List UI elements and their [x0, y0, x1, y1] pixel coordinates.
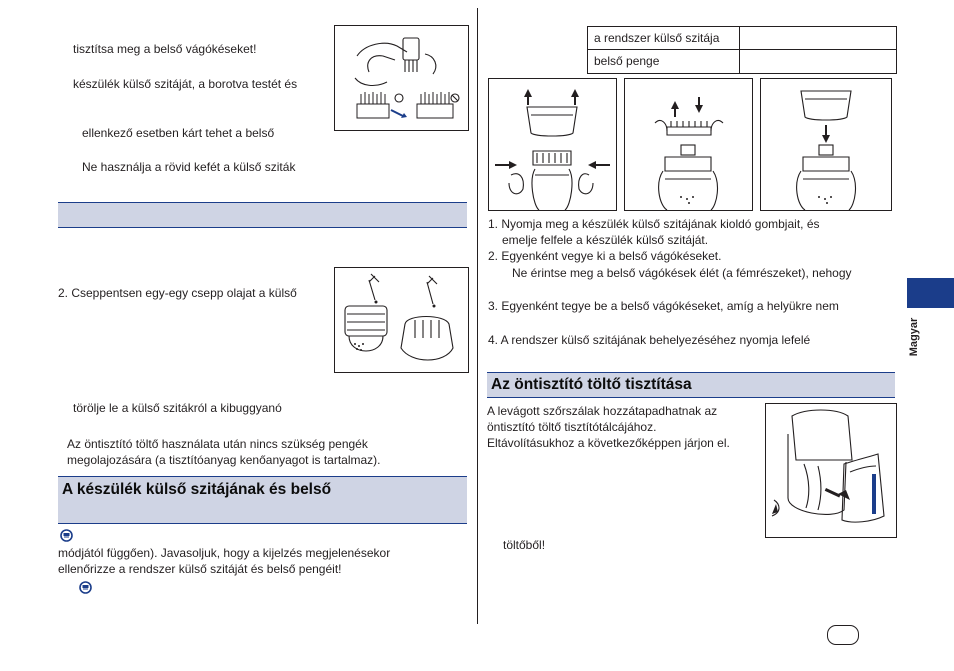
right-step-1b: emelje felfele a készülék külső szitáját.: [502, 233, 709, 247]
table-row-1-label: a rendszer külső szitája: [587, 26, 740, 50]
left-section-band: [58, 476, 467, 524]
left-line-2: készülék külső szitáját, a borotva testét és: [73, 77, 298, 91]
table-row-2-label: belső penge: [587, 49, 740, 74]
left-note-1: Az öntisztító töltő használata után nincs szükség pengék: [67, 437, 368, 451]
right-section-title: Az öntisztító töltő tisztítása: [491, 376, 692, 393]
left-section-title: A készülék külső szitájának és belső: [62, 481, 332, 498]
left-mode-1: módjától függően). Javasoljuk, hogy a kijelzés megjelenésekor: [58, 546, 391, 560]
left-line-4: Ne használja a rövid kefét a külső sziták: [82, 160, 296, 174]
insert-frame-illustration: [760, 78, 892, 211]
table-row-2-value: [739, 49, 897, 74]
oiling-illustration: [334, 267, 469, 373]
left-line-3: ellenkező esetben kárt tehet a belső: [82, 126, 275, 140]
right-step-2b: Ne érintse meg a belső vágókések élét (a fémrészeket), nehogy: [512, 266, 852, 280]
language-side-tab: [907, 278, 954, 308]
right-para-4: töltőből!: [503, 538, 546, 552]
remove-frame-illustration: [488, 78, 617, 211]
right-para-3: Eltávolításukhoz a következőképpen járjon el.: [487, 436, 730, 450]
table-row-1-value: [739, 26, 897, 50]
language-label-text: Magyar: [908, 317, 920, 357]
left-note-2: megolajozására (a tisztítóanyag kenőanyagot is tartalmaz).: [67, 453, 381, 467]
remove-blades-illustration: [624, 78, 753, 211]
shaver-indicator-icon: [60, 529, 73, 542]
right-step-1a: 1. Nyomja meg a készülék külső szitájának kioldó gombjait, és: [488, 217, 820, 231]
left-wipe-line: törölje le a külső szitákról a kibuggyanó: [73, 401, 282, 415]
column-divider: [477, 8, 478, 624]
language-side-label: [906, 316, 922, 362]
right-para-1: A levágott szőrszálak hozzátapadhatnak az: [487, 404, 718, 418]
charger-tray-illustration: [765, 403, 897, 538]
right-step-4: 4. A rendszer külső szitájának behelyezéséhez nyomja lefelé: [488, 333, 811, 347]
right-section-band: [487, 372, 895, 398]
brush-cleaning-illustration: [334, 25, 469, 131]
right-para-2: öntisztító töltő tisztítótálcájához.: [487, 420, 657, 434]
left-empty-band: [58, 202, 467, 228]
page-number-oval: [827, 625, 859, 645]
parts-table: [587, 26, 897, 74]
left-line-1: tisztítsa meg a belső vágókéseket!: [73, 42, 257, 56]
left-step-2: 2. Cseppentsen egy-egy csepp olajat a külső: [58, 286, 297, 300]
right-step-3: 3. Egyenként tegye be a belső vágókéseket, amíg a helyükre nem: [488, 299, 839, 313]
shaver-indicator-icon-2: [79, 581, 92, 594]
right-step-2a: 2. Egyenként vegye ki a belső vágókéseket.: [488, 249, 722, 263]
left-mode-2: ellenőrizze a rendszer külső szitáját és belső pengéit!: [58, 562, 342, 576]
